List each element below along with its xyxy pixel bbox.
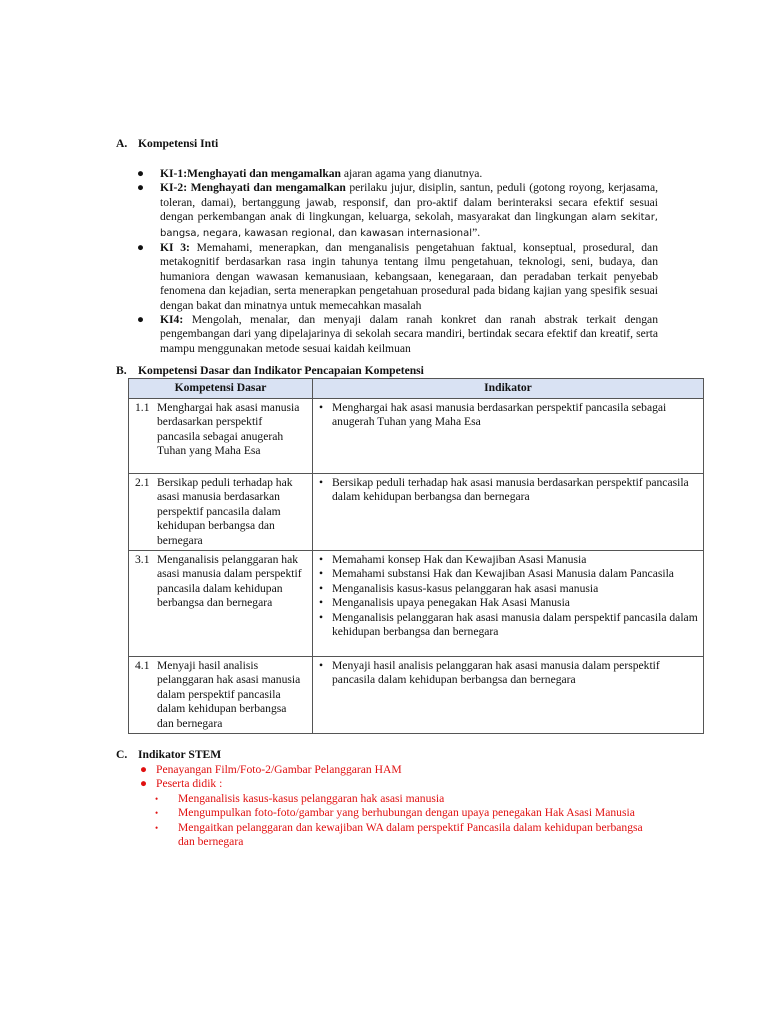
bullet-icon: ● — [137, 313, 145, 327]
section-c-heading — [116, 748, 221, 762]
table-row — [129, 551, 704, 657]
stem-sub-text: Mengumpulkan foto-foto/gambar yang berhubungan dengan upaya penegakan Hak Asasi Manusia — [178, 806, 635, 820]
kd-cell — [129, 474, 313, 551]
kompetensi-dasar-table — [128, 378, 704, 734]
indikator-cell — [313, 399, 704, 474]
section-c-letter: C. — [116, 748, 128, 761]
indikator-cell — [313, 551, 704, 657]
stem-item — [140, 763, 660, 777]
stem-text: Penayangan Film/Foto-2/Gambar Pelanggaran HAM — [156, 763, 402, 776]
kd-number: 2.1 — [135, 476, 150, 489]
list-item: • Menyaji hasil analisis pelanggaran hak asasi manusia dalam perspektif pancasila dalam kehidupan berbangsa dan bernegara — [319, 659, 699, 688]
bullet-icon: • — [155, 822, 159, 833]
kd-number: 4.1 — [135, 659, 150, 673]
bullet-icon: ● — [137, 241, 145, 255]
list-item — [140, 821, 660, 850]
ki-label: KI 3: — [160, 241, 190, 255]
list-item: • Menganalisis pelanggaran hak asasi manusia dalam perspektif pancasila dalam kehidupan berbangsa dan bernegara — [319, 611, 699, 640]
bullet-icon: ● — [140, 777, 148, 791]
stem-item — [140, 777, 660, 791]
ki-label: KI-1:Menghayati dan mengamalkan — [160, 167, 342, 180]
kd-cell — [129, 657, 313, 734]
list-item: • Menganalisis kasus-kasus pelanggaran hak asasi manusia — [319, 582, 699, 596]
ki-label: KI-2: Menghayati dan mengamalkan — [160, 181, 346, 195]
ki-label: KI4: — [160, 313, 184, 327]
section-c-title: Indikator STEM — [138, 748, 222, 761]
header-kompetensi-dasar: Kompetensi Dasar — [129, 379, 313, 399]
ki-text: ajaran agama yang dianutnya. — [341, 167, 483, 180]
ki-item-3 — [137, 241, 658, 313]
list-item: • Memahami konsep Hak dan Kewajiban Asasi Manusia — [319, 553, 699, 567]
kd-text: Menganalisis pelanggaran hak asasi manusia dalam perspektif pancasila dalam kehidupan berbangsa dan bernegara — [157, 553, 302, 610]
kd-number: 3.1 — [135, 553, 150, 567]
section-a-letter: A. — [116, 137, 128, 150]
kd-cell — [129, 399, 313, 474]
kd-text: Menghargai hak asasi manusia berdasarkan perspektif pancasila sebagai anugerah Tuhan yang Maha Esa — [157, 401, 300, 458]
ki-tail: ”. — [472, 225, 481, 239]
table-row — [129, 657, 704, 734]
bullet-icon: ● — [137, 181, 145, 195]
bullet-icon: • — [155, 793, 159, 804]
list-item: • Bersikap peduli terhadap hak asasi manusia berdasarkan perspektif pancasila dalam kehidupan berbangsa dan bernegara — [319, 476, 699, 505]
list-item: • Menghargai hak asasi manusia berdasarkan perspektif pancasila sebagai anugerah Tuhan yang Maha Esa — [319, 401, 699, 430]
table-row — [129, 399, 704, 474]
stem-sub-text: Mengaitkan pelanggaran dan kewajiban WA dalam perspektif Pancasila dalam kehidupan berbangsa dan bernegara — [178, 820, 643, 849]
indikator-cell — [313, 474, 704, 551]
section-b-letter: B. — [116, 364, 127, 377]
bullet-icon: • — [155, 808, 159, 819]
header-indikator: Indikator — [313, 379, 704, 399]
list-item: • Memahami substansi Hak dan Kewajiban Asasi Manusia dalam Pancasila — [319, 567, 699, 581]
ki-text: perilaku jujur, disiplin, santun, peduli (gotong royong, kerjasama, toleran, damai), bertanggung jawab, responsif, dan pro-aktif dalam berinteraksi secara efektif sesuai dengan perkembangan anak di lingkungan, keluarga, sekolah, masyarakat dan lingkungan — [160, 181, 658, 224]
list-item — [140, 792, 660, 806]
bullet-icon: ● — [137, 167, 145, 180]
list-item — [140, 806, 660, 820]
ki-item-1 — [137, 167, 658, 181]
table-row — [129, 474, 704, 551]
ki-text: Mengolah, menalar, dan menyaji dalam ranah konkret dan ranah abstrak terkait dengan pengembangan dari yang dipelajarinya di sekolah secara mandiri, bertindak secara efektif dan kreatif, serta mampu menggunakan metode sesuai kaidah keilmuan — [160, 313, 658, 355]
section-b-title: Kompetensi Dasar dan Indikator Pencapaian Kompetensi — [138, 364, 424, 377]
section-a-heading — [116, 137, 218, 151]
ki-item-4 — [137, 313, 658, 356]
kd-text: Menyaji hasil analisis pelanggaran hak asasi manusia dalam perspektif pancasila dalam kehidupan berbangsa dan bernegara — [157, 659, 301, 730]
section-a-title: Kompetensi Inti — [138, 137, 219, 150]
ki-item-2 — [137, 181, 658, 241]
stem-sub-list — [140, 792, 660, 850]
section-b-heading — [116, 364, 424, 378]
stem-list — [140, 763, 660, 849]
kompetensi-inti-list — [137, 167, 658, 356]
list-item: • Menganalisis upaya penegakan Hak Asasi Manusia — [319, 596, 699, 610]
kd-number: 1.1 — [135, 401, 150, 414]
table-header-row — [129, 379, 704, 399]
ki-text: Memahami, menerapkan, dan menganalisis pengetahuan faktual, konseptual, prosedural, dan metakognitif berdasarkan rasa ingin tahunya tentang ilmu pengetahuan, teknologi, seni, budaya, dan humaniora dengan wawasan kemanusiaan, kebangsaan, kenegaraan, dan peradaban terkait penyebab fenomena dan kejadian, serta menerapkan pengetahuan prosedural pada bidang kajian yang spesifik sesuai dengan bakat dan minatnya untuk memecahkan masalah — [160, 241, 658, 312]
kd-cell — [129, 551, 313, 657]
kd-text: Bersikap peduli terhadap hak asasi manusia berdasarkan perspektif pancasila dalam kehidupan berbangsa dan bernegara — [157, 476, 293, 547]
indikator-cell — [313, 657, 704, 734]
bullet-icon: ● — [140, 763, 148, 776]
stem-sub-text: Menganalisis kasus-kasus pelanggaran hak asasi manusia — [178, 791, 445, 805]
stem-text: Peserta didik : — [156, 777, 223, 791]
ki-note: alam sekitar, bangsa, negara, kawasan regional, dan kawasan internasional — [160, 212, 658, 239]
